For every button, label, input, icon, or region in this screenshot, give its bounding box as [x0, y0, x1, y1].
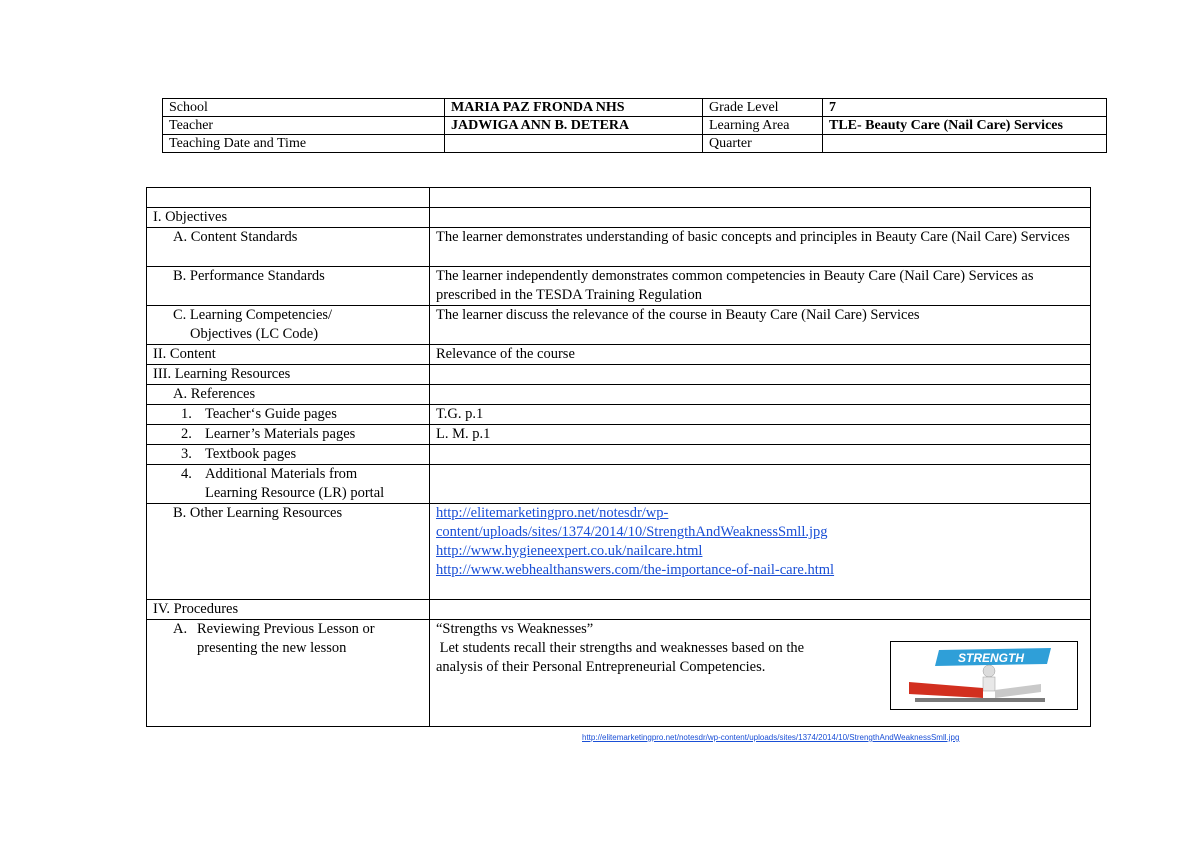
grade-value: 7 — [823, 99, 1107, 117]
references-label: A. References — [147, 385, 430, 405]
strength-weakness-illustration — [891, 642, 1077, 709]
references-row — [147, 385, 1091, 405]
procedures-row — [147, 600, 1091, 620]
content-standards-row — [147, 228, 1091, 267]
proc-a-text2: analysis of their Personal Entrepreneurial Competencies. — [436, 659, 766, 675]
procedure-a-label — [147, 620, 430, 727]
date-value — [445, 135, 703, 153]
image-banner-text: STRENGTH — [958, 651, 1024, 665]
ref1-num: 1. — [181, 406, 192, 422]
performance-standards-label: B. Performance Standards — [147, 267, 430, 306]
other-resources-links — [430, 504, 1091, 600]
resources-label: III. Learning Resources — [147, 365, 430, 385]
blank-cell — [147, 188, 430, 208]
grade-label: Grade Level — [703, 99, 823, 117]
teacher-value: JADWIGA ANN B. DETERA — [445, 117, 703, 135]
ref2-label — [147, 425, 430, 445]
school-label: School — [163, 99, 445, 117]
strength-weakness-image — [890, 641, 1078, 710]
ref3-label — [147, 445, 430, 465]
resources-row — [147, 365, 1091, 385]
proc-a-text-line1: Reviewing Previous Lesson or — [197, 621, 375, 637]
area-value: TLE- Beauty Care (Nail Care) Services — [823, 117, 1107, 135]
resource-link-1a[interactable]: http://elitemarketingpro.net/notesdr/wp- — [436, 505, 669, 521]
header-row-date — [163, 135, 1107, 153]
area-label: Learning Area — [703, 117, 823, 135]
proc-a-title: “Strengths vs Weaknesses” — [436, 621, 594, 637]
blank-cell — [430, 208, 1091, 228]
ref4-num: 4. — [181, 466, 192, 482]
content-row — [147, 345, 1091, 365]
resource-link-2[interactable]: http://www.hygieneexpert.co.uk/nailcare.html — [436, 543, 703, 559]
ref3-row — [147, 445, 1091, 465]
objectives-heading: I. Objectives — [147, 208, 430, 228]
competencies-label-line1: C. Learning Competencies/ — [173, 307, 333, 323]
ref2-num: 2. — [181, 426, 192, 442]
content-standards-value: The learner demonstrates understanding of basic concepts and principles in Beauty Care (Nail Care) Services — [430, 228, 1091, 267]
performance-standards-value: The learner independently demonstrates common competencies in Beauty Care (Nail Care) Services as prescribed in the TESDA Training Regulation — [430, 267, 1091, 306]
image-source-link[interactable]: http://elitemarketingpro.net/notesdr/wp-content/uploads/sites/1374/2014/10/StrengthAndWeaknessSmll.jpg — [582, 733, 960, 742]
ref2-text: Learner’s Materials pages — [205, 426, 356, 442]
competencies-label-line2: Objectives (LC Code) — [190, 326, 319, 342]
blank-cell — [430, 365, 1091, 385]
ref4-label — [147, 465, 430, 504]
content-value: Relevance of the course — [430, 345, 1091, 365]
resource-link-3[interactable]: http://www.webhealthanswers.com/the-importance-of-nail-care.html — [436, 562, 835, 578]
competencies-label — [147, 306, 430, 345]
content-standards-label: A. Content Standards — [147, 228, 430, 267]
header-row-school — [163, 99, 1107, 117]
quarter-label: Quarter — [703, 135, 823, 153]
other-resources-label: B. Other Learning Resources — [147, 504, 430, 600]
ref4-text-line2: Learning Resource (LR) portal — [205, 485, 385, 501]
ref3-text: Textbook pages — [205, 446, 297, 462]
competencies-row — [147, 306, 1091, 345]
date-label: Teaching Date and Time — [163, 135, 445, 153]
other-resources-row — [147, 504, 1091, 600]
ref1-label — [147, 405, 430, 425]
ref1-text: Teacher‘s Guide pages — [205, 406, 337, 422]
quarter-value — [823, 135, 1107, 153]
ref4-row — [147, 465, 1091, 504]
ref4-text-line1: Additional Materials from — [205, 466, 358, 482]
competencies-value: The learner discuss the relevance of the course in Beauty Care (Nail Care) Services — [430, 306, 1091, 345]
proc-a-text-line2: presenting the new lesson — [197, 640, 347, 656]
blank-row — [147, 188, 1091, 208]
ref1-row — [147, 405, 1091, 425]
blank-cell — [430, 385, 1091, 405]
teacher-label: Teacher — [163, 117, 445, 135]
ref2-value: L. M. p.1 — [430, 425, 1091, 445]
procedures-label: IV. Procedures — [147, 600, 430, 620]
blank-cell — [430, 445, 1091, 465]
ref1-value: T.G. p.1 — [430, 405, 1091, 425]
blank-cell — [430, 465, 1091, 504]
blank-cell — [430, 600, 1091, 620]
objectives-row — [147, 208, 1091, 228]
school-value: MARIA PAZ FRONDA NHS — [445, 99, 703, 117]
resource-link-1b[interactable]: content/uploads/sites/1374/2014/10/StrengthAndWeaknessSmll.jpg — [436, 524, 828, 540]
ref2-row — [147, 425, 1091, 445]
blank-cell — [430, 188, 1091, 208]
performance-standards-row — [147, 267, 1091, 306]
header-row-teacher — [163, 117, 1107, 135]
header-table — [162, 98, 1107, 153]
ref3-num: 3. — [181, 446, 192, 462]
content-label: II. Content — [147, 345, 430, 365]
proc-a-num: A. — [173, 621, 188, 637]
proc-a-text1: Let students recall their strengths and weaknesses based on the — [436, 640, 805, 656]
